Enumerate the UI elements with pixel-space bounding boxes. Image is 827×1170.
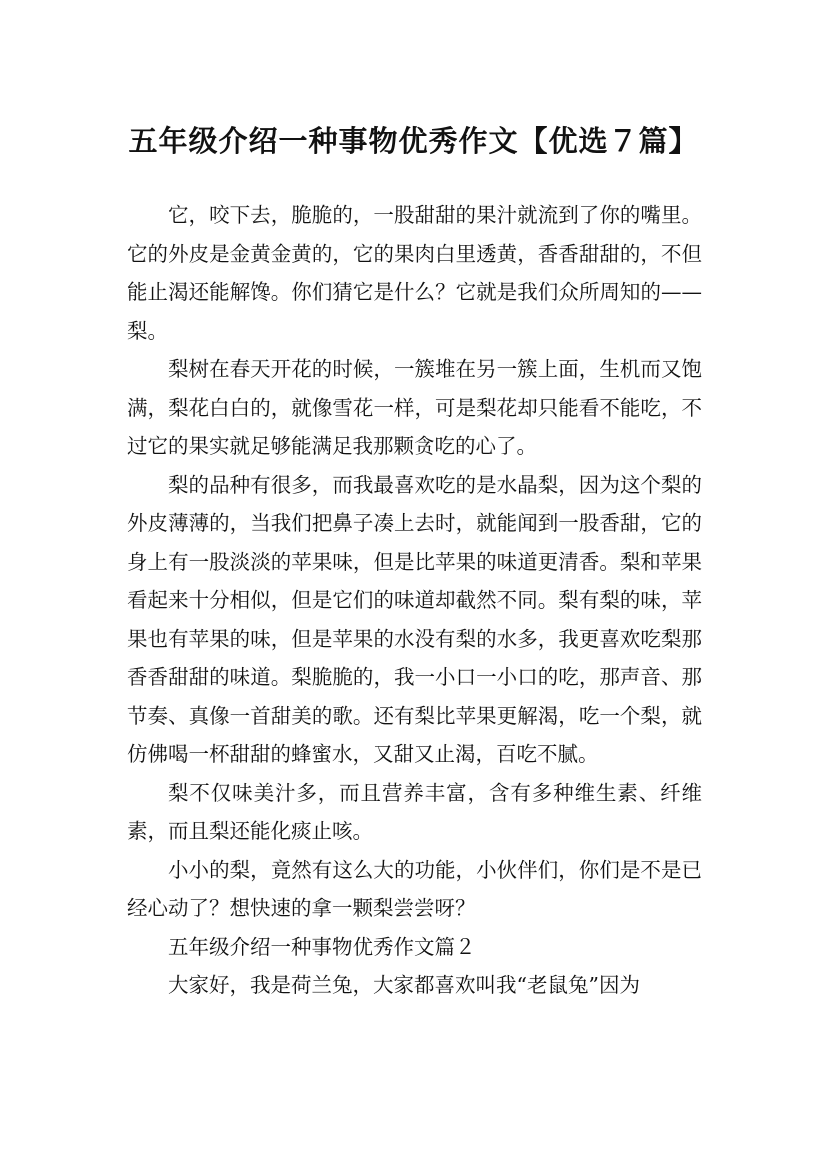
- section-heading: 五年级介绍一种事物优秀作文篇２: [168, 934, 476, 959]
- section-paragraph: 大家好，我是荷兰兔，大家都喜欢叫我“老鼠兔”因为: [168, 973, 640, 997]
- paragraph-2: 梨树在春天开花的时候，一簇堆在另一簇上面，生机而又饱满，梨花白白的，就像雪花一样，可是梨花却只能看不能吃，不过它的果实就足够能满足我那颗贪吃的心了。: [127, 357, 702, 458]
- paragraph-1: 它，咬下去，脆脆的，一股甜甜的果汁就流到了你的嘴里。它的外皮是金黄金黄的，它的果肉白里透黄，香香甜甜的，不但能止渴还能解馋。你们猜它是什么？它就是我们众所周知的——梨。: [127, 203, 702, 343]
- document-title: 五年级介绍一种事物优秀作文【优选７篇】: [128, 124, 699, 159]
- paragraph-4: 梨不仅味美汁多，而且营养丰富，含有多种维生素、纤维素，而且梨还能化痰止咳。: [127, 780, 702, 843]
- paragraph-5: 小小的梨，竟然有这么大的功能，小伙伴们，你们是不是已经心动了？想快速的拿一颗梨尝尝呀？: [127, 857, 702, 920]
- paragraph-3: 梨的品种有很多，而我最喜欢吃的是水晶梨，因为这个梨的外皮薄薄的，当我们把鼻子凑上去时，就能闻到一股香甜，它的身上有一股淡淡的苹果味，但是比苹果的味道更清香。梨和苹果看起来十分相似，但是它们的味道却截然不同。梨有梨的味，苹果也有苹果的味，但是苹果的水没有梨的水多，我更喜欢吃梨那香香甜甜的味道。梨脆脆的，我一小口一小口的吃，那声音、那节奏、真像一首甜美的歌。还有梨比苹果更解渴，吃一个梨，就仿佛喝一杯甜甜的蜂蜜水，又甜又止渴，百吃不腻。: [127, 472, 702, 766]
- document-body: [127, 196, 702, 1005]
